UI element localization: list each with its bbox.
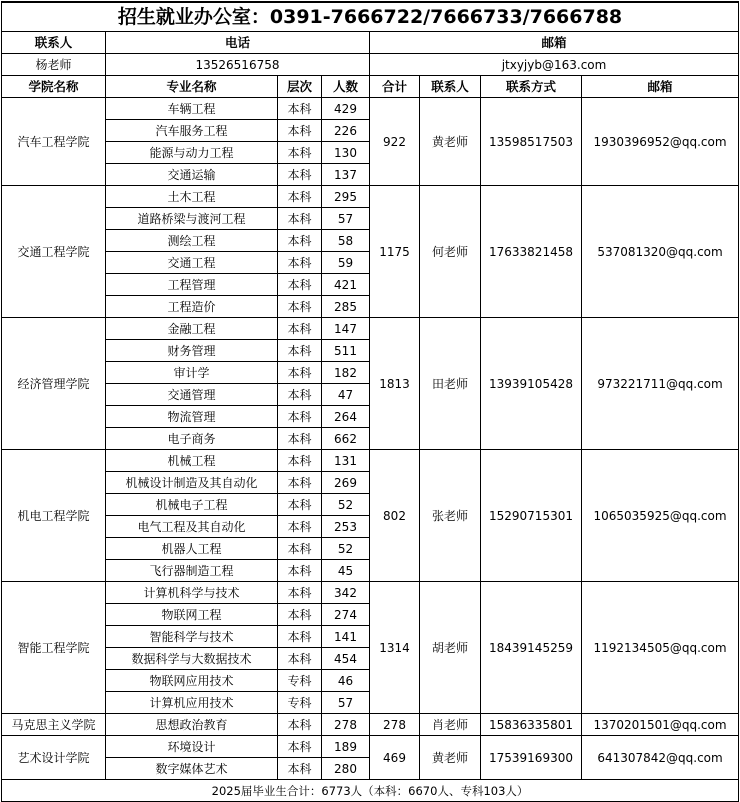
college-phone: 13939105428 [481,318,582,450]
contact-phone: 13526516758 [106,54,370,76]
major-name: 电气工程及其自动化 [106,516,278,538]
college-email: 1370201501@qq.com [582,714,739,736]
major-level: 本科 [278,604,322,626]
college-email: 1192134505@qq.com [582,582,739,714]
major-count: 280 [322,758,370,780]
college-teacher: 黄老师 [420,98,481,186]
major-name: 测绘工程 [106,230,278,252]
college-phone: 17539169300 [481,736,582,780]
college-total: 1175 [370,186,420,318]
column-header: 邮箱 [582,76,739,98]
major-name: 能源与动力工程 [106,142,278,164]
major-level: 本科 [278,516,322,538]
table-row [2,186,739,208]
college-phone: 15836335801 [481,714,582,736]
major-level: 本科 [278,142,322,164]
college-teacher: 田老师 [420,318,481,450]
major-name: 计算机科学与技术 [106,582,278,604]
major-level: 本科 [278,538,322,560]
column-header: 层次 [278,76,322,98]
college-teacher: 张老师 [420,450,481,582]
college-name: 机电工程学院 [2,450,106,582]
major-count: 147 [322,318,370,340]
major-name: 汽车服务工程 [106,120,278,142]
major-name: 机械电子工程 [106,494,278,516]
major-name: 金融工程 [106,318,278,340]
major-count: 295 [322,186,370,208]
major-name: 财务管理 [106,340,278,362]
table-row [2,714,739,736]
major-name: 工程造价 [106,296,278,318]
major-count: 269 [322,472,370,494]
major-level: 本科 [278,626,322,648]
major-count: 131 [322,450,370,472]
major-count: 511 [322,340,370,362]
major-level: 本科 [278,582,322,604]
major-name: 物联网工程 [106,604,278,626]
major-count: 59 [322,252,370,274]
major-count: 226 [322,120,370,142]
major-count: 253 [322,516,370,538]
contact-name: 杨老师 [2,54,106,76]
major-name: 审计学 [106,362,278,384]
major-name: 飞行器制造工程 [106,560,278,582]
major-count: 454 [322,648,370,670]
major-level: 本科 [278,714,322,736]
major-count: 189 [322,736,370,758]
college-total: 278 [370,714,420,736]
major-count: 285 [322,296,370,318]
major-count: 52 [322,538,370,560]
major-name: 数字媒体艺术 [106,758,278,780]
major-level: 本科 [278,230,322,252]
major-count: 264 [322,406,370,428]
college-name: 交通工程学院 [2,186,106,318]
college-email: 973221711@qq.com [582,318,739,450]
email-label: 邮箱 [370,32,739,54]
major-name: 车辆工程 [106,98,278,120]
major-level: 本科 [278,758,322,780]
college-total: 1813 [370,318,420,450]
major-count: 342 [322,582,370,604]
major-level: 本科 [278,252,322,274]
major-name: 机器人工程 [106,538,278,560]
table-row [2,582,739,604]
major-name: 机械设计制造及其自动化 [106,472,278,494]
major-name: 道路桥梁与渡河工程 [106,208,278,230]
major-name: 智能科学与技术 [106,626,278,648]
college-phone: 13598517503 [481,98,582,186]
major-count: 182 [322,362,370,384]
major-count: 662 [322,428,370,450]
table-row [2,450,739,472]
major-count: 57 [322,208,370,230]
phone-label: 电话 [106,32,370,54]
major-count: 52 [322,494,370,516]
column-header: 联系人 [420,76,481,98]
major-name: 数据科学与大数据技术 [106,648,278,670]
college-total: 469 [370,736,420,780]
college-total: 802 [370,450,420,582]
major-count: 429 [322,98,370,120]
table-row [2,98,739,120]
college-total: 922 [370,98,420,186]
major-level: 本科 [278,384,322,406]
college-name: 经济管理学院 [2,318,106,450]
major-count: 421 [322,274,370,296]
major-name: 计算机应用技术 [106,692,278,714]
page-title: 招生就业办公室：0391-7666722/7666733/7666788 [2,2,739,32]
college-email: 537081320@qq.com [582,186,739,318]
major-count: 47 [322,384,370,406]
college-email: 641307842@qq.com [582,736,739,780]
college-phone: 17633821458 [481,186,582,318]
major-level: 本科 [278,648,322,670]
college-teacher: 黄老师 [420,736,481,780]
college-phone: 18439145259 [481,582,582,714]
major-level: 本科 [278,296,322,318]
college-teacher: 肖老师 [420,714,481,736]
column-header-row [2,76,739,98]
college-email: 1930396952@qq.com [582,98,739,186]
major-level: 本科 [278,428,322,450]
college-name: 马克思主义学院 [2,714,106,736]
contact-label: 联系人 [2,32,106,54]
major-count: 278 [322,714,370,736]
major-name: 物联网应用技术 [106,670,278,692]
major-name: 环境设计 [106,736,278,758]
major-name: 电子商务 [106,428,278,450]
major-name: 交通工程 [106,252,278,274]
column-header: 学院名称 [2,76,106,98]
college-total: 1314 [370,582,420,714]
college-name: 汽车工程学院 [2,98,106,186]
major-level: 本科 [278,164,322,186]
major-name: 物流管理 [106,406,278,428]
college-teacher: 胡老师 [420,582,481,714]
major-level: 本科 [278,318,322,340]
college-teacher: 何老师 [420,186,481,318]
major-count: 141 [322,626,370,648]
major-level: 专科 [278,670,322,692]
major-level: 本科 [278,560,322,582]
major-level: 本科 [278,98,322,120]
major-name: 机械工程 [106,450,278,472]
college-name: 艺术设计学院 [2,736,106,780]
graduates-summary: 2025届毕业生合计：6773人（本科：6670人、专科103人） [2,780,739,802]
column-header: 人数 [322,76,370,98]
major-level: 本科 [278,406,322,428]
major-count: 58 [322,230,370,252]
major-count: 130 [322,142,370,164]
major-count: 137 [322,164,370,186]
major-level: 本科 [278,120,322,142]
major-count: 46 [322,670,370,692]
major-level: 本科 [278,340,322,362]
column-header: 专业名称 [106,76,278,98]
major-level: 本科 [278,450,322,472]
major-level: 本科 [278,494,322,516]
college-name: 智能工程学院 [2,582,106,714]
contact-email: jtxyjyb@163.com [370,54,739,76]
column-header: 联系方式 [481,76,582,98]
major-count: 274 [322,604,370,626]
employment-table [1,1,739,802]
table-row [2,736,739,758]
major-level: 本科 [278,208,322,230]
table-row [2,318,739,340]
college-email: 1065035925@qq.com [582,450,739,582]
major-count: 57 [322,692,370,714]
column-header: 合计 [370,76,420,98]
major-name: 土木工程 [106,186,278,208]
major-level: 专科 [278,692,322,714]
major-level: 本科 [278,362,322,384]
college-phone: 15290715301 [481,450,582,582]
major-level: 本科 [278,736,322,758]
major-name: 交通运输 [106,164,278,186]
major-level: 本科 [278,472,322,494]
major-level: 本科 [278,274,322,296]
major-name: 工程管理 [106,274,278,296]
major-name: 思想政治教育 [106,714,278,736]
major-level: 本科 [278,186,322,208]
major-count: 45 [322,560,370,582]
major-name: 交通管理 [106,384,278,406]
